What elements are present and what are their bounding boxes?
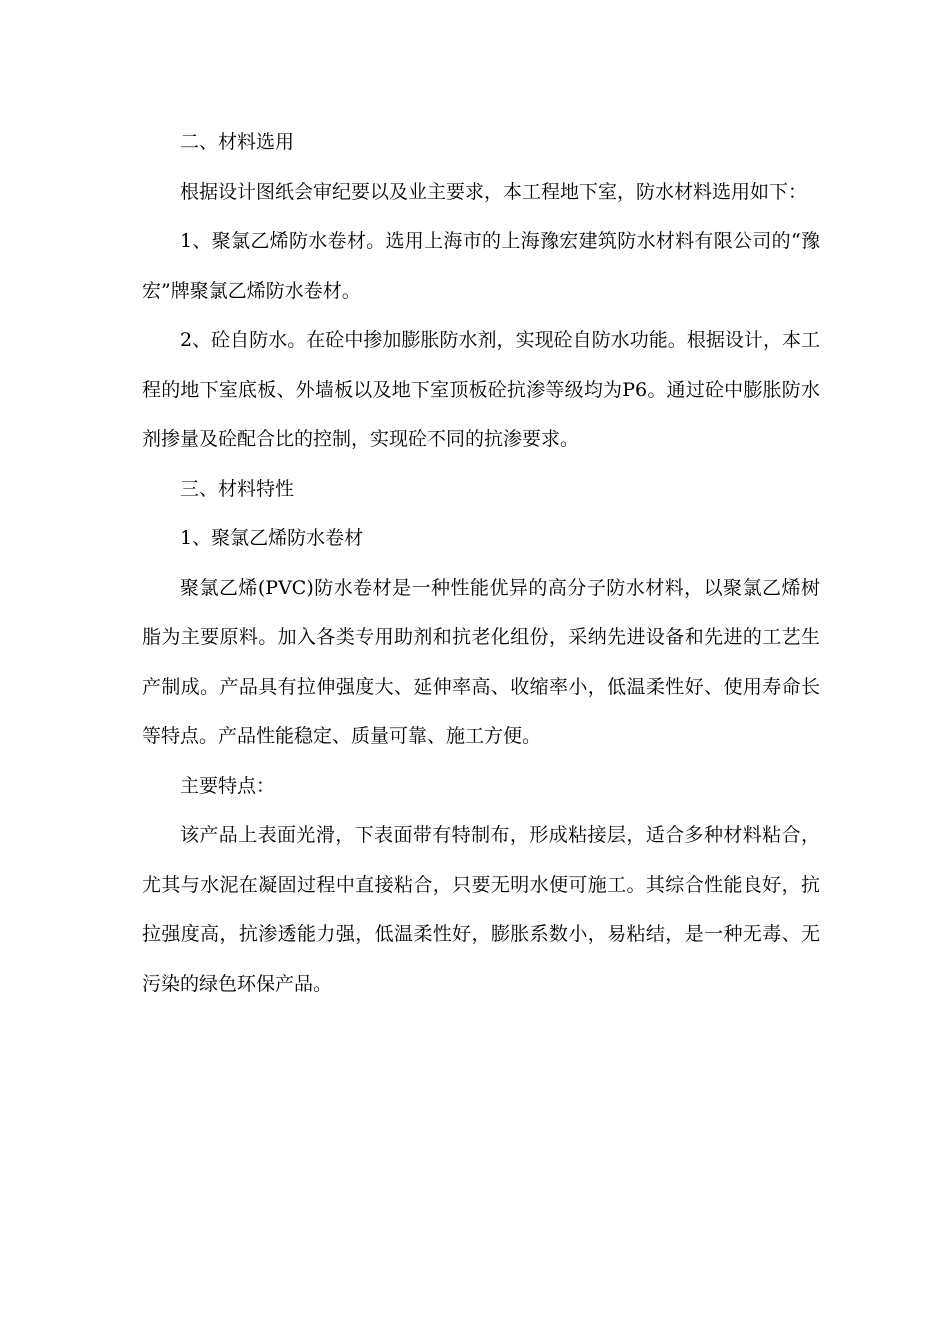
subheading-pvc-membrane: 1、聚氯乙烯防水卷材 [180,527,364,549]
paragraph-pvc-description: 聚氯乙烯(PVC)防水卷材是一种性能优异的高分子防水材料，以聚氯乙烯树脂为主要原料。加入各类专用助剂和抗老化组份，采纳先进设备和先进的工艺生产制成。产品具有拉伸强度大、延伸率高、收缩率小，低温柔性好、使用寿命长等特点。产品性能稳定、质量可靠、施工方便。 [142,576,820,747]
paragraph-main-features: 该产品上表面光滑，下表面带有特制布，形成粘接层，适合多种材料粘合，尤其与水泥在凝固过程中直接粘合，只要无明水便可施工。其综合性能良好，抗拉强度高，抗渗透能力强，低温柔性好，膨胀系数小，易粘结，是一种无毒、无污染的绿色环保产品。 [142,824,820,995]
section-heading-materials-selection: 二、材料选用 [180,131,295,153]
document-body [142,118,820,1009]
paragraph-concrete-self-waterproofing: 2、砼自防水。在砼中掺加膨胀防水剂，实现砼自防水功能。根据设计，本工程的地下室底板、外墙板以及地下室顶板砼抗渗等级均为P6。通过砼中膨胀防水剂掺量及砼配合比的控制，实现砼不同的抗渗要求。 [142,329,820,450]
paragraph-selection-basis: 根据设计图纸会审纪要以及业主要求，本工程地下室，防水材料选用如下： [180,180,808,203]
subheading-main-features: 主要特点： [180,774,276,797]
section-heading-material-properties: 三、材料特性 [180,477,295,500]
paragraph-pvc-membrane-supplier: 1、聚氯乙烯防水卷材。选用上海市的上海豫宏建筑防水材料有限公司的“豫宏”牌聚氯乙烯防水卷材。 [142,230,820,302]
